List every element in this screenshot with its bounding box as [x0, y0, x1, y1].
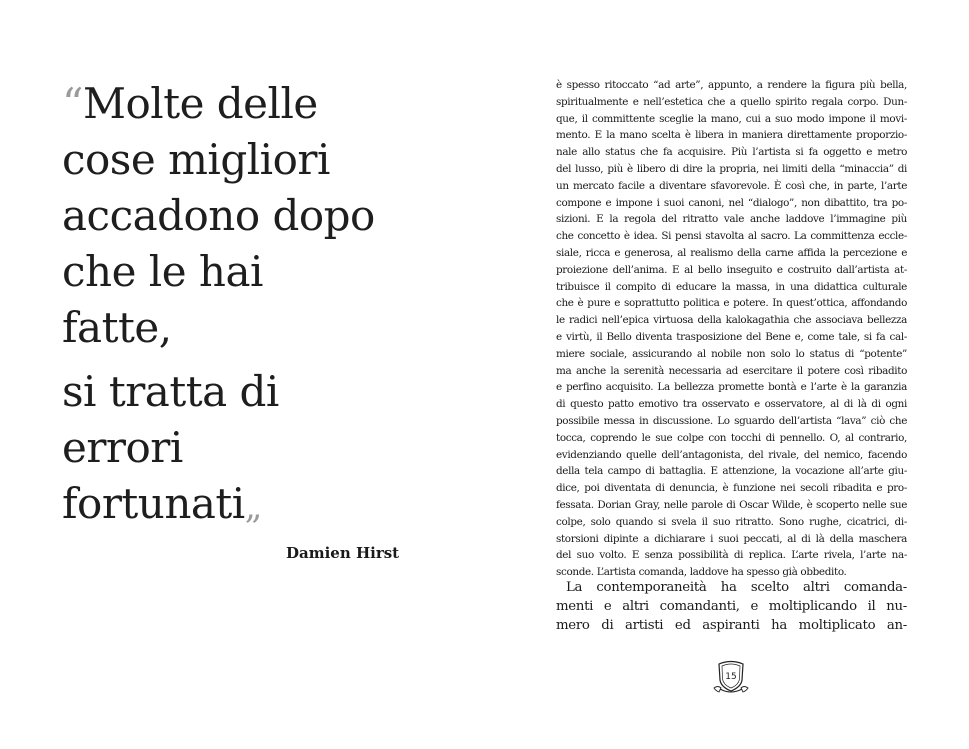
body-line: compone e impone i suoi canoni, nel “dialogo”, non dibattito, tra po-	[556, 196, 907, 209]
body-line: che concetto è idea. Si pensi stavolta al sacro. La committenza eccle-	[556, 230, 907, 243]
body-line: che è pure e soprattutto politica e potere. In quest’ottica, affondando	[556, 297, 907, 310]
body-line: del lusso, più è libero di dire la propria, nei limiti della “minaccia” di	[556, 162, 907, 175]
lead-line: menti e altri comandanti, e moltiplicando il nu-	[556, 599, 907, 614]
body-line: miere sociale, assicurando al nobile non solo lo status di “potente”	[556, 347, 907, 360]
body-line: tribuisce il compito di educare la massa, in una didattica culturale	[556, 280, 907, 293]
quote-line-3: accadono dopo	[62, 191, 375, 240]
body-line: e virtù, il Bello diventa trasposizione del Bene e, come tale, si fa cal-	[556, 330, 907, 343]
page-number-badge	[712, 658, 750, 696]
quote-line-1: “Molte delle	[62, 79, 318, 128]
close-quote-mark: „	[244, 487, 262, 527]
quote-line-8: fortunati„	[62, 479, 262, 528]
body-line: evidenziando quelle dell’antagonista, del rivale, del nemico, facendo	[556, 448, 907, 461]
lead-line: mero di artisti ed aspiranti ha moltiplicato an-	[556, 618, 907, 633]
body-line: di questo patto emotivo tra osservato e osservatore, al di là di ogni	[556, 398, 907, 411]
body-line: storsioni dipinte a dichiarare i suoi peccati, al di là della maschera	[556, 532, 907, 545]
body-line: le radici nell’epica virtuosa della kalokagathia che associava bellezza	[556, 314, 907, 327]
body-line: dice, poi diventata di denuncia, è funzione nei secoli ribadita e pro-	[556, 482, 907, 495]
body-line: della tela campo di battaglia. E attenzione, la vocazione all’arte giu-	[556, 465, 907, 478]
body-line: nale allo status che fa acquisire. Più l’artista si fa oggetto e metro	[556, 146, 907, 159]
pull-quote	[62, 76, 442, 535]
body-line: fessata. Dorian Gray, nelle parole di Oscar Wilde, è scoperto nelle sue	[556, 498, 907, 511]
body-line: tocca, coprendo le sue colpe con tocchi di pennello. O, al contrario,	[556, 431, 907, 444]
body-line: ma anche la serenità necessaria ad esercitare il potere così ribadito	[556, 364, 907, 377]
body-text-column	[556, 77, 907, 581]
lead-line: La contemporaneità ha scelto altri comanda-	[566, 580, 907, 595]
body-line: è spesso ritoccato “ad arte”, appunto, a rendere la figura più bella,	[556, 79, 907, 91]
body-line: mento. E la mano scelta è libera in maniera direttamente proporzio-	[556, 129, 907, 142]
body-line: que, il committente sceglie la mano, cui a suo modo impone il movi-	[556, 112, 907, 125]
body-line: un mercato facile a diventare sfavorevole. È così che, in parte, l’arte	[556, 179, 907, 192]
quote-line-6: si tratta di	[62, 367, 279, 416]
body-line: siale, ricca e generosa, al realismo della carne affida la percezione e	[556, 246, 907, 259]
body-line: e perfino acquisito. La bellezza promette bontà e l’arte è la garanzia	[556, 381, 907, 394]
body-line: spiritualmente e nell’estetica che a quello spirito regala corpo. Dun-	[556, 95, 907, 108]
quote-line-5: fatte,	[62, 303, 172, 352]
quote-line-4: che le hai	[62, 247, 263, 296]
page-number: 15	[725, 672, 737, 682]
body-line: colpe, solo quando si svela il suo ritratto. Sono rughe, cicatrici, di-	[556, 515, 907, 528]
quote-line-7: errori	[62, 423, 183, 472]
body-line: sizioni. E la regola del ritratto vale anche laddove l’immagine più	[556, 213, 907, 226]
open-quote-mark: “	[62, 79, 83, 128]
body-line: del suo volto. E senza possibilità di replica. L’arte rivela, l’arte na-	[556, 549, 907, 562]
quote-line-2: cose migliori	[62, 135, 330, 184]
lead-paragraph	[556, 578, 907, 635]
body-line: possibile messa in discussione. Lo sguardo dell’artista “lava” ciò che	[556, 414, 907, 427]
body-line: sconde. L’artista comanda, laddove ha spesso già obbedito.	[556, 566, 847, 579]
quote-author: Damien Hirst	[286, 544, 400, 562]
body-line: proiezione dell’anima. E al bello inseguito e costruito dall’artista at-	[556, 263, 907, 276]
